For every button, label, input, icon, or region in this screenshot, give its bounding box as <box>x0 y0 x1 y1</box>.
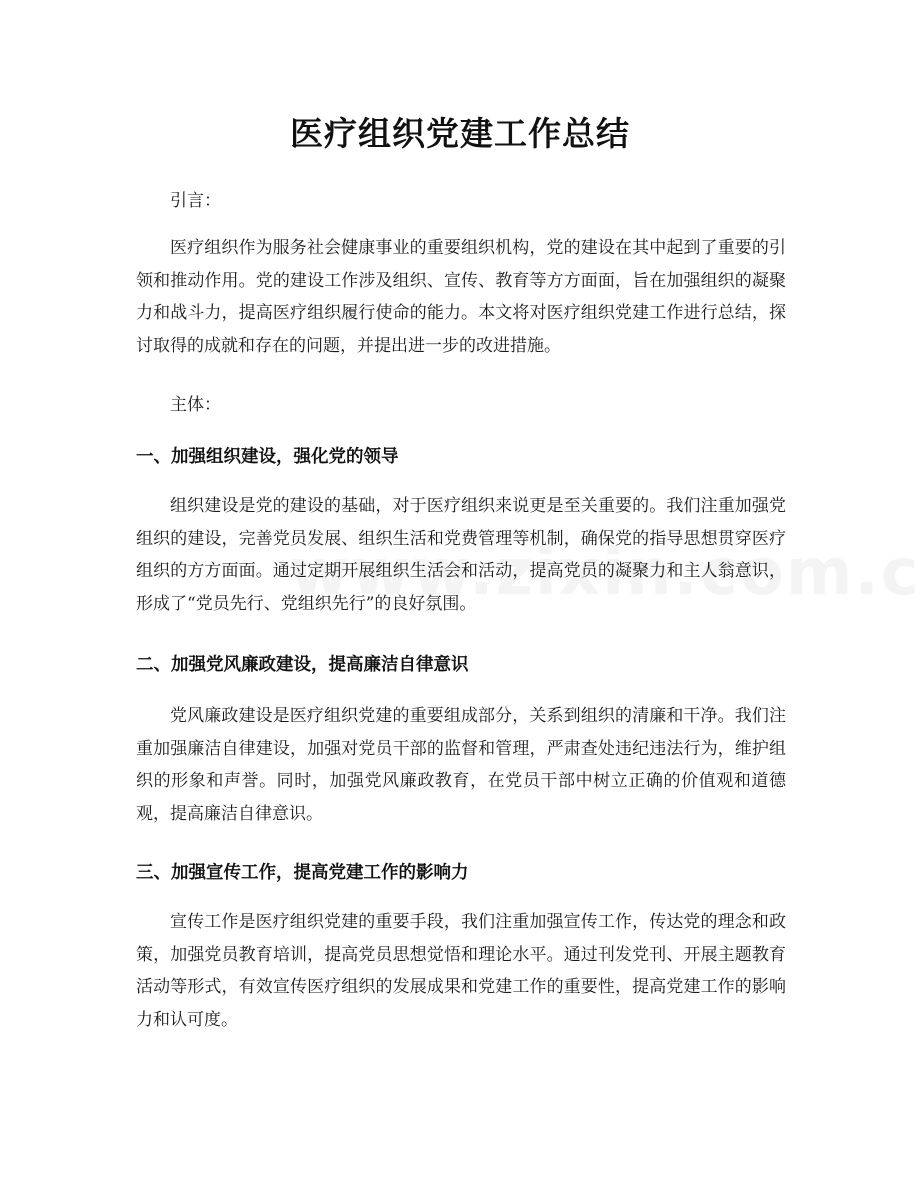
section-heading-1: 一、加强组织建设，强化党的领导 <box>136 447 399 467</box>
intro-paragraph: 医疗组织作为服务社会健康事业的重要组织机构，党的建设在其中起到了重要的引领和推动作用。党的建设工作涉及组织、宣传、教育等方方面面，旨在加强组织的凝聚力和战斗力，提高医疗组织履行使命的能力。本文将对医疗组织党建工作进行总结，探讨取得的成就和存在的问题，并提出进一步的改进措施。 <box>136 238 786 356</box>
document-title: 医疗组织党建工作总结 <box>290 114 630 153</box>
section-heading-3: 三、加强宣传工作，提高党建工作的影响力 <box>136 863 469 883</box>
intro-label: 引言： <box>170 191 221 211</box>
section-heading-2: 二、加强党风廉政建设，提高廉洁自律意识 <box>136 655 469 675</box>
section-paragraph-2: 党风廉政建设是医疗组织党建的重要组成部分，关系到组织的清廉和干净。我们注重加强廉洁自律建设，加强对党员干部的监督和管理，严肃查处违纪违法行为，维护组织的形象和声誉。同时，加强党风廉政教育，在党员干部中树立正确的价值观和道德观，提高廉洁自律意识。 <box>136 706 786 824</box>
section-paragraph-3: 宣传工作是医疗组织党建的重要手段，我们注重加强宣传工作，传达党的理念和政策，加强党员教育培训，提高党员思想觉悟和理论水平。通过刊发党刊、开展主题教育活动等形式，有效宣传医疗组织的发展成果和党建工作的重要性，提高党建工作的影响力和认可度。 <box>136 912 786 1030</box>
section-paragraph-1: 组织建设是党的建设的基础，对于医疗组织来说更是至关重要的。我们注重加强党组织的建设，完善党员发展、组织生活和党费管理等机制，确保党的指导思想贯穿医疗组织的方方面面。通过定期开展组织生活会和活动，提高党员的凝聚力和主人翁意识，形成了“党员先行、党组织先行”的良好氛围。 <box>136 496 786 614</box>
body-label: 主体： <box>170 395 221 415</box>
